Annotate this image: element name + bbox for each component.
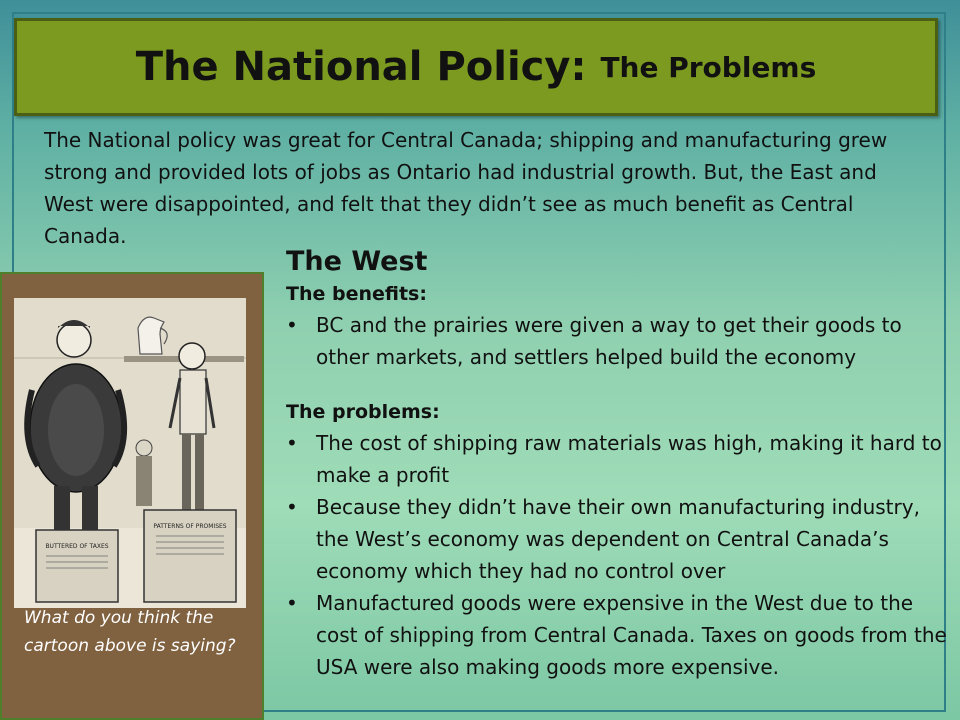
problems-heading: The problems:	[286, 401, 440, 423]
benefits-list	[286, 309, 952, 373]
benefit-item: • BC and the prairies were given a way to get their goods to other markets, and settlers helped build the economy	[286, 309, 952, 373]
problem-item: • The cost of shipping raw materials was high, making it hard to make a profit	[286, 427, 952, 491]
west-heading: The West	[286, 246, 428, 277]
title-bar	[14, 18, 938, 116]
political-cartoon-image	[14, 298, 246, 608]
left-pedestal-label: BUTTERED OF TAXES	[45, 543, 109, 550]
cartoon-panel	[0, 272, 264, 720]
problems-list	[286, 427, 952, 683]
benefits-heading: The benefits:	[286, 283, 427, 305]
slide-subtitle: The Problems	[600, 50, 817, 84]
west-section	[286, 246, 952, 683]
intro-paragraph: The National policy was great for Central Canada; shipping and manufacturing grew strong and provided lots of jobs as Ontario had industrial growth. But, the East and West were disappointed, and felt that they didn’t see as much benefit as Central Canada.	[44, 128, 888, 248]
problem-item: • Manufactured goods were expensive in the West due to the cost of shipping from Central Canada. Taxes on goods from the USA were also making goods more expensive.	[286, 587, 952, 683]
right-pedestal-label: PATTERNS OF PROMISES	[153, 523, 227, 530]
slide-title: The National Policy:	[135, 44, 587, 90]
cartoon-caption: What do you think the cartoon above is saying?	[24, 608, 236, 656]
problem-item: • Because they didn’t have their own manufacturing industry, the West’s economy was dependent on Central Canada’s economy which they had no control over	[286, 491, 952, 587]
